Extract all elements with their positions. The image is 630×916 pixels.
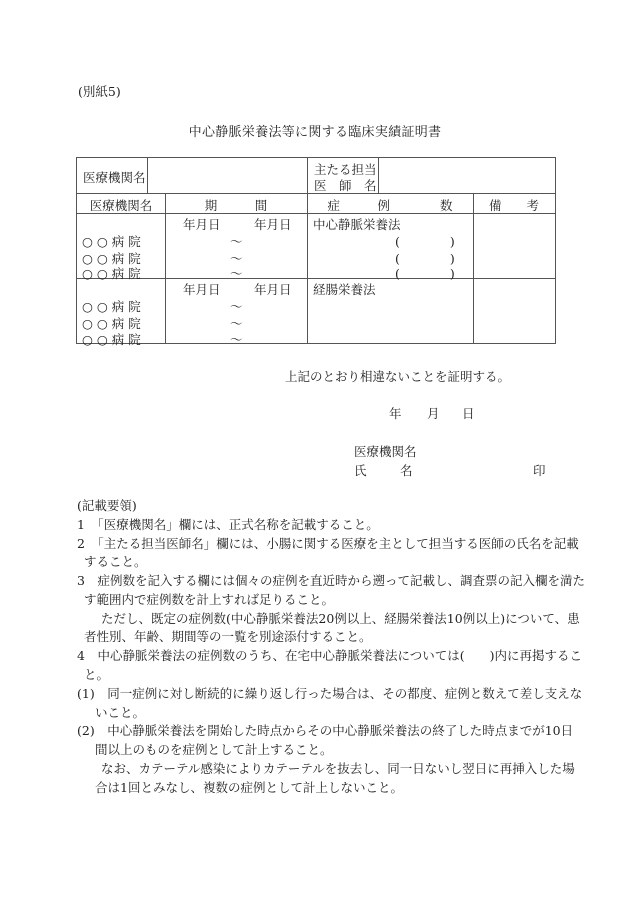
table-divider bbox=[473, 193, 474, 343]
hospital-row: ○ ○ 病 院 bbox=[82, 266, 141, 281]
instruction-line: 1 「医療機関名」欄には、正式名称を記載すること。 bbox=[77, 517, 379, 532]
instruction-line: (2) 中心静脈栄養法を開始した時点からその中心静脈栄養法の終了した時点までが10日 bbox=[77, 723, 574, 738]
case-count-field[interactable]: ( ) bbox=[395, 251, 455, 266]
header-institution: 医療機関名 bbox=[89, 198, 153, 213]
instruction-line: 間以上のものを症例として計上すること。 bbox=[95, 742, 333, 757]
case-count-field[interactable]: ( ) bbox=[395, 266, 455, 281]
instruction-line: す範囲内で症例数を計上すれば足りること。 bbox=[84, 592, 335, 607]
period-tilde: ～ bbox=[230, 299, 243, 314]
seal-mark: 印 bbox=[533, 463, 546, 478]
table-divider bbox=[378, 158, 379, 193]
instruction-line: と。 bbox=[84, 667, 110, 682]
institution-name-label: 医療機関名 bbox=[83, 170, 146, 185]
instruction-line: 4 中心静脈栄養法の症例数のうち、在宅中心静脈栄養法については( )内に再掲するこ bbox=[77, 648, 582, 663]
period-tilde: ～ bbox=[230, 266, 243, 281]
date-month-label: 月 bbox=[427, 406, 440, 421]
instruction-line: 者性別、年齢、期間等の一覧を別途添付すること。 bbox=[84, 629, 372, 644]
instruction-line: ただし、既定の症例数(中心静脈栄養法20例以上、経腸栄養法10例以上)について、患 bbox=[101, 611, 580, 626]
instruction-line: すること。 bbox=[84, 554, 147, 569]
cert-institution-label: 医療機関名 bbox=[354, 444, 417, 459]
clinical-record-table bbox=[76, 157, 556, 347]
hospital-row: ○ ○ 病 院 bbox=[82, 234, 141, 249]
date-year-label: 年 bbox=[389, 406, 402, 421]
table-divider bbox=[147, 158, 148, 193]
table-divider bbox=[307, 158, 308, 193]
hospital-row: ○ ○ 病 院 bbox=[82, 332, 141, 347]
period-tilde: ～ bbox=[230, 251, 243, 266]
group2-date-to: 年月日 bbox=[254, 282, 292, 297]
document-title: 中心静脈栄養法等に関する臨床実績証明書 bbox=[188, 125, 442, 140]
instruction-line: 2 「主たる担当医師名」欄には、小腸に関する医療を主として担当する医師の氏名を記載 bbox=[77, 536, 579, 551]
group1-method: 中心静脈栄養法 bbox=[313, 217, 401, 232]
instruction-line: 合は1回とみなし、複数の症例として計上しないこと。 bbox=[95, 780, 403, 795]
cert-name-label-2: 名 bbox=[400, 463, 413, 478]
instructions-heading: (記載要領) bbox=[77, 498, 137, 513]
institution-name-field[interactable] bbox=[149, 160, 305, 191]
table-divider bbox=[307, 193, 308, 343]
period-tilde: ～ bbox=[230, 332, 243, 347]
group1-date-from: 年月日 bbox=[183, 217, 221, 232]
instruction-line: 3 症例数を記入する欄には個々の症例を直近時から遡って記載し、調査票の記入欄を満た bbox=[77, 573, 585, 588]
hospital-row: ○ ○ 病 院 bbox=[82, 299, 141, 314]
doctor-label-line1: 主たる担当 bbox=[314, 162, 377, 177]
header-remarks: 備 考 bbox=[488, 198, 539, 213]
group2-method: 経腸栄養法 bbox=[313, 282, 376, 297]
hospital-row: ○ ○ 病 院 bbox=[82, 316, 141, 331]
instruction-line: (1) 同一症例に対し断続的に繰り返し行った場合は、その都度、症例と数えて差し支えな bbox=[77, 686, 583, 701]
period-tilde: ～ bbox=[230, 316, 243, 331]
doctor-label-line2: 医 師 名 bbox=[314, 178, 377, 193]
doctor-name-field[interactable] bbox=[380, 160, 552, 191]
sheet-label: (別紙5) bbox=[78, 84, 121, 99]
period-tilde: ～ bbox=[230, 234, 243, 249]
table-divider bbox=[77, 278, 555, 279]
certification-statement: 上記のとおり相違ないことを証明する。 bbox=[285, 369, 511, 384]
group1-date-to: 年月日 bbox=[254, 217, 292, 232]
header-cases: 症 例 数 bbox=[327, 198, 453, 213]
date-day-label: 日 bbox=[462, 406, 475, 421]
cert-name-label-1: 氏 bbox=[354, 463, 367, 478]
table-divider bbox=[165, 193, 166, 343]
instruction-line: なお、カテーテル感染によりカテーテルを抜去し、同一日ないし翌日に再挿入した場 bbox=[101, 761, 575, 776]
hospital-row: ○ ○ 病 院 bbox=[82, 251, 141, 266]
group2-date-from: 年月日 bbox=[183, 282, 221, 297]
case-count-field[interactable]: ( ) bbox=[395, 234, 455, 249]
instruction-line: いこと。 bbox=[95, 705, 146, 720]
header-period: 期 間 bbox=[204, 198, 268, 213]
